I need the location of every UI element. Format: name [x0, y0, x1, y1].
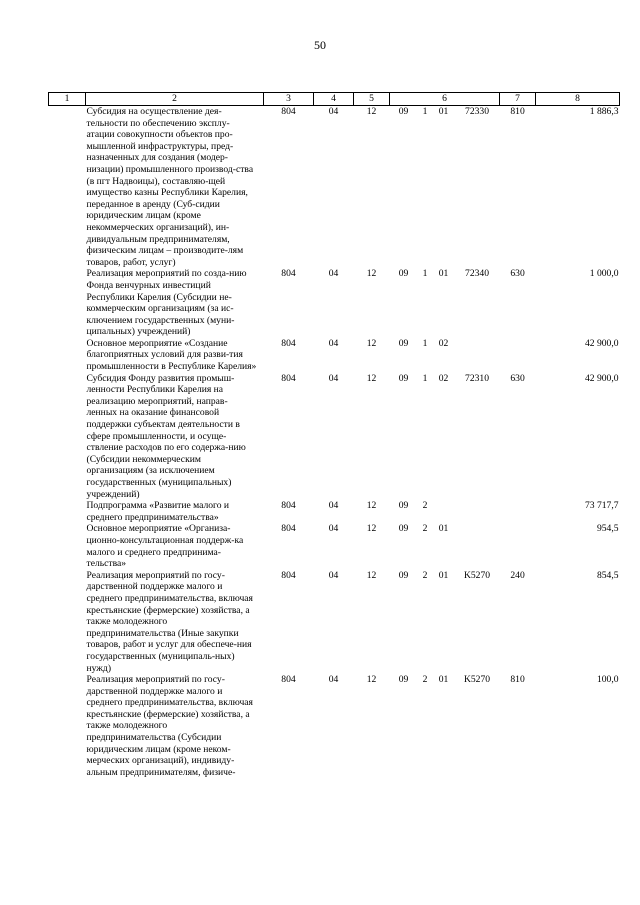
- row-code-4: 04: [328, 569, 339, 581]
- row-code-7: [500, 523, 536, 569]
- row-code-3: 804: [281, 372, 296, 384]
- row-amount: 73 717,7: [584, 500, 619, 512]
- row-code-3: 804: [281, 268, 296, 280]
- row-code-5: 12: [366, 569, 377, 581]
- row-code-6c: [433, 500, 455, 523]
- row-name: Субсидия на осуществление дея-тельности по обеспечению эксплу-атации совокупности объектов про-мышленной инфраструктуры, пред-назначенных для создания (модер-низации) промышленного производ-ства (в пгт Надвоицы), составляю-щей имущество казны Республики Карелия, переданное в аренду (Суб-сидии юридическим лицам (кроме некоммерческих организаций), ин-дивидуальным предпринимателям, физическим лицам – производите-лям товаров, работ, услуг): [86, 106, 254, 268]
- row-amount: 1 000,0: [589, 268, 619, 280]
- row-name: Основное мероприятие «Создание благоприятных условий для разви-тия промышленности в Республике Карелия»: [86, 337, 257, 373]
- budget-table: [48, 92, 620, 778]
- row-number-cell: [49, 674, 86, 778]
- row-code-3: 804: [281, 500, 296, 512]
- header-col-6: 6: [390, 93, 500, 106]
- row-code-4: 04: [328, 106, 339, 117]
- row-code-4: 04: [328, 268, 339, 280]
- row-code-6b: 2: [422, 523, 428, 535]
- row-code-3: 804: [281, 106, 296, 117]
- row-name: Основное мероприятие «Организа-ционно-консультационная поддерж-ка малого и среднего предпринима-тельства»: [86, 523, 244, 570]
- row-code-6d: 72340: [465, 268, 490, 280]
- row-code-6a: 09: [398, 268, 409, 280]
- row-number-cell: [49, 570, 86, 674]
- row-code-6a: 09: [398, 500, 409, 512]
- header-col-3: 3: [264, 93, 314, 106]
- row-code-6a: 09: [398, 106, 409, 117]
- row-number-cell: [49, 106, 86, 269]
- row-code-4: 04: [328, 674, 339, 686]
- row-number-cell: [49, 523, 86, 569]
- row-code-5: 12: [366, 372, 377, 384]
- row-code-6d: K5270: [463, 674, 491, 686]
- row-code-6d: [455, 500, 500, 523]
- row-code-3: 804: [281, 569, 296, 581]
- row-name: Реализация мероприятий по госу-дарственной поддержке малого и среднего предпринимательства, включая крестьянские (фермерские) хозяйства, а также молодежного предпринимательства (Субсидии юридическим лицам (кроме неком-мерческих организаций), индивиду-альным предпринимателям, физиче-: [86, 674, 253, 778]
- row-code-6a: 09: [398, 569, 409, 581]
- table-row: [49, 523, 620, 569]
- header-col-8: 8: [536, 93, 620, 106]
- row-number-cell: [49, 268, 86, 338]
- row-code-7: 810: [510, 106, 525, 117]
- row-code-7: [500, 500, 536, 523]
- row-number-cell: [49, 373, 86, 501]
- row-code-6b: 1: [422, 106, 428, 117]
- row-code-3: 804: [281, 337, 296, 349]
- row-name: Реализация мероприятий по госу-дарственной поддержке малого и среднего предпринимательства, включая крестьянские (фермерские) хозяйства, а также молодежного предпринимательства (Иные закупки товаров, работ и услуг для обеспече-ния государственных (муниципаль-ных) нужд): [86, 569, 253, 674]
- row-code-3: 804: [281, 523, 296, 535]
- row-code-6b: 1: [422, 372, 428, 384]
- header-col-4: 4: [314, 93, 354, 106]
- row-code-4: 04: [328, 337, 339, 349]
- row-code-6c: 01: [438, 674, 449, 686]
- header-col-2: 2: [86, 93, 264, 106]
- row-number-cell: [49, 500, 86, 523]
- row-code-5: 12: [366, 674, 377, 686]
- row-amount: 854,5: [596, 569, 619, 581]
- table-row: [49, 106, 620, 269]
- row-code-6d: [455, 338, 500, 373]
- row-number-cell: [49, 338, 86, 373]
- row-code-6c: 01: [438, 106, 449, 117]
- row-code-6b: 2: [422, 569, 428, 581]
- table-row: [49, 570, 620, 674]
- row-code-6d: 72310: [465, 372, 490, 384]
- row-amount: 42 900,0: [584, 337, 619, 349]
- row-name: Реализация мероприятий по созда-нию Фонда венчурных инвестиций Республики Карелия (Субсидии не-коммерческим организациям (за ис-ключением государственных (муни-ципальных) учреждений): [86, 268, 247, 338]
- row-code-7: 240: [510, 569, 525, 581]
- row-code-6c: 01: [438, 569, 449, 581]
- row-code-6d: K5270: [463, 569, 491, 581]
- row-code-5: 12: [366, 523, 377, 535]
- row-code-6d: 72330: [465, 106, 490, 117]
- row-code-4: 04: [328, 372, 339, 384]
- row-code-6b: 1: [422, 268, 428, 280]
- row-amount: 1 886,3: [589, 106, 619, 117]
- row-code-6a: 09: [398, 674, 409, 686]
- row-code-5: 12: [366, 500, 377, 512]
- row-code-6a: 09: [398, 523, 409, 535]
- row-amount: 42 900,0: [584, 372, 619, 384]
- row-amount: 954,5: [596, 523, 619, 535]
- table-row: [49, 268, 620, 338]
- row-code-6a: 09: [398, 372, 409, 384]
- page-number: 50: [314, 38, 326, 52]
- row-code-6c: 02: [438, 337, 449, 349]
- row-code-7: 630: [510, 268, 525, 280]
- row-code-6b: 2: [422, 674, 428, 686]
- row-code-6c: 01: [438, 268, 449, 280]
- row-code-6c: 02: [438, 372, 449, 384]
- table-row: [49, 674, 620, 778]
- row-code-5: 12: [366, 337, 377, 349]
- row-amount: 100,0: [596, 674, 619, 686]
- header-col-7: 7: [500, 93, 536, 106]
- header-col-5: 5: [354, 93, 390, 106]
- table-row: [49, 338, 620, 373]
- table-row: [49, 373, 620, 501]
- row-code-7: 630: [510, 372, 525, 384]
- row-name: Подпрограмма «Развитие малого и среднего предпринимательства»: [86, 500, 230, 523]
- row-code-6c: 01: [438, 523, 449, 535]
- row-code-6d: [455, 523, 500, 569]
- table-header-row: [49, 93, 620, 106]
- row-code-7: 810: [510, 674, 525, 686]
- row-code-4: 04: [328, 523, 339, 535]
- row-code-5: 12: [366, 268, 377, 280]
- row-code-7: [500, 338, 536, 373]
- row-code-5: 12: [366, 106, 377, 117]
- row-code-3: 804: [281, 674, 296, 686]
- row-code-6a: 09: [398, 337, 409, 349]
- table-row: [49, 500, 620, 523]
- row-name: Субсидия Фонду развития промыш-ленности Республики Карелия на реализацию мероприятий, направ-ленных на оказание финансовой поддержки субъектам деятельности в сфере промышленности, и осуще-ствление расходов по его содержа-нию (Субсидии некоммерческим организациям (за исключением государственных (муниципальных) учреждений): [86, 372, 246, 500]
- row-code-6b: 1: [422, 337, 428, 349]
- row-code-6b: 2: [422, 500, 428, 512]
- row-code-4: 04: [328, 500, 339, 512]
- header-col-1: 1: [49, 93, 86, 106]
